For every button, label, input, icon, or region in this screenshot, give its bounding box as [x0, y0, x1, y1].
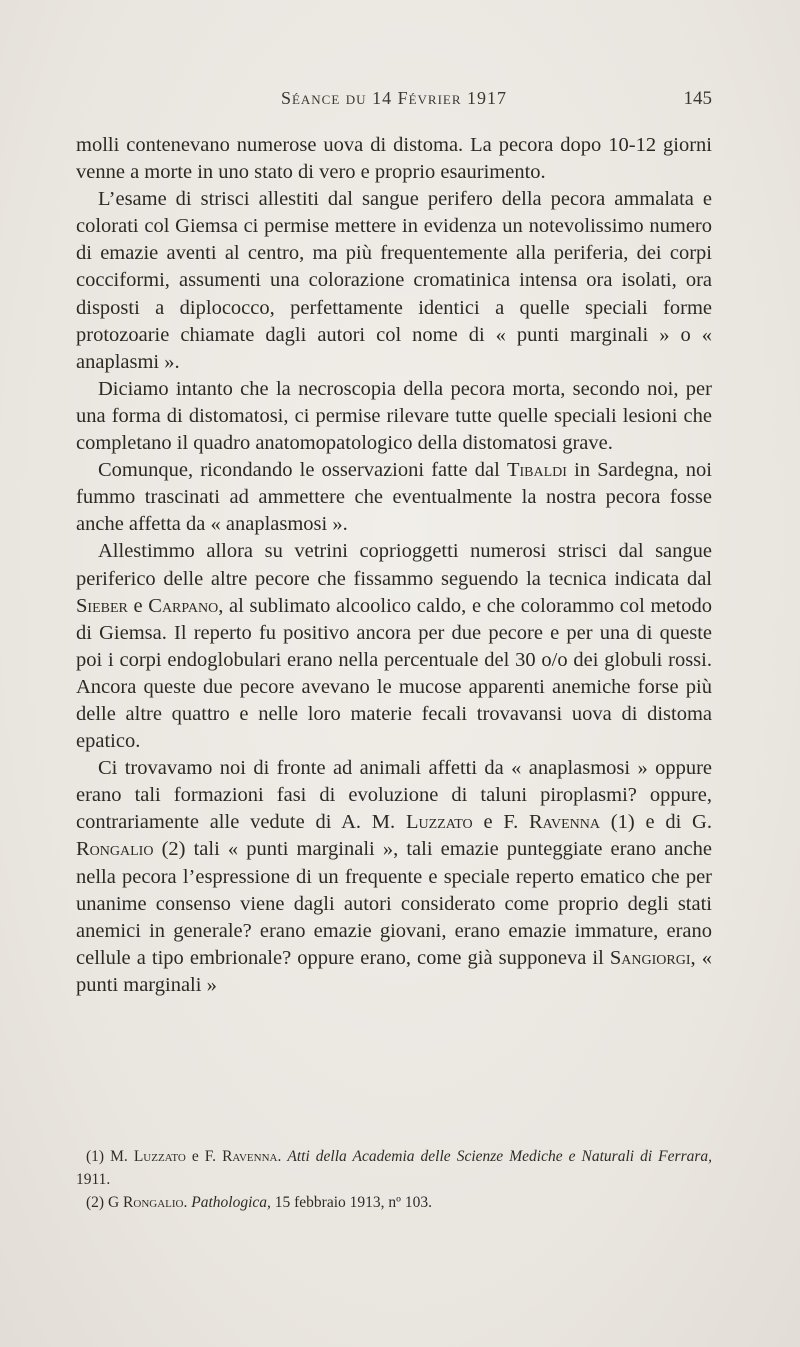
- footnote-1-author1: M.: [110, 1148, 134, 1165]
- footnote-1-author1-surname: Luzzato: [133, 1148, 186, 1165]
- footnote-2: [76, 1191, 712, 1214]
- paragraph-6-text-e: , « punti marginali »: [76, 946, 712, 996]
- footnote-1: [76, 1145, 712, 1191]
- paragraph-2: L’esame di strisci allestiti dal sangue perifero della pecora ammalata e colorati col Giemsa ci permise mettere in evidenza un notevolissimo numero di emazie aventi al centro, ma più frequentemente alla periferia, dei corpi cocciformi, assumenti una colorazione cromatinica intensa ora isolati, ora disposti a diplococco, perfettamente identici a quelle speciali forme protozoarie chiamate dagli autori col nome di « punti marginali » o « anaplasmi ».: [76, 188, 712, 373]
- paragraph-6-text-c: (1) e di G.: [599, 811, 712, 834]
- footnote-2-sep: .: [183, 1194, 192, 1211]
- paragraph-6-text-a: Ci trovavamo noi di fronte ad animali affetti da « anaplasmosi » oppure erano tali formazioni fasi di evoluzione di taluni piroplasmi? oppure, contrariamente alle vedute di A. M.: [76, 757, 712, 834]
- footnote-1-title: Atti della Academia delle Scienze Mediche e Naturali di Ferrara,: [287, 1148, 713, 1165]
- paragraph-5-text-b: e: [127, 594, 149, 617]
- footnote-1-sep: .: [277, 1148, 288, 1165]
- footnote-2-title: Pathologica,: [191, 1194, 271, 1211]
- paragraph-6-text-d: (2) tali « punti marginali », tali emazie punteggiate erano anche nella pecora l’espressione di un frequente e speciale reperto ematico che per unanime consenso viene dagli autori considerato come proprio degli stati anemici in generale? erano emazie giovani, erano emazie immature, erano cellule a tipo embrionale? oppure erano, come già supponeva il: [76, 838, 712, 969]
- footnote-1-year: 1911.: [76, 1171, 111, 1188]
- footnote-2-author: G: [107, 1194, 124, 1211]
- footnote-2-author-surname: Rongalio: [123, 1194, 184, 1211]
- footnote-1-author2-surname: Ravenna: [222, 1148, 278, 1165]
- running-head: [76, 88, 712, 112]
- footnote-1-mid: e F.: [185, 1148, 223, 1165]
- footnote-1-number: (1): [86, 1148, 111, 1165]
- author-name-sieber: Sieber: [76, 594, 128, 617]
- paragraph-6-text-b: e F.: [472, 811, 529, 834]
- author-name-tibaldi: Tibaldi: [507, 459, 567, 482]
- footnote-2-number: (2): [86, 1194, 108, 1211]
- paragraph-5-text-a: Allestimmo allora su vetrini coprioggetti numerosi strisci dal sangue periferico delle altre pecore che fissammo seguendo la tecnica indicata dal: [76, 540, 712, 590]
- paragraph-4-text-b: in Sardegna, noi fummo trascinati ad ammettere che eventualmente la nostra pecora fosse anche affetta da « anaplasmosi ».: [76, 459, 712, 536]
- footnotes: [76, 1145, 712, 1214]
- paragraph-1: molli contenevano numerose uova di distoma. La pecora dopo 10-12 giorni venne a morte in uno stato di vero e proprio esaurimento.: [76, 134, 712, 184]
- author-name-ravenna: Ravenna: [529, 811, 600, 834]
- paragraph-5-text-c: , al sublimato alcoolico caldo, e che colorammo col metodo di Giemsa. Il reperto fu positivo ancora per due pecore e per una di queste poi i corpi endoglobulari erano nella percentuale del 30 o/o dei globuli rossi. Ancora queste due pecore avevano le mucose apparenti anemiche forse più delle altre quattro e nelle loro materie fecali trovavansi uova di distoma epatico.: [76, 594, 712, 753]
- paragraph-6: [76, 755, 712, 999]
- footnote-2-rest: 15 febbraio 1913, nº 103.: [270, 1194, 432, 1211]
- author-name-sangiorgi: Sangiorgi: [609, 946, 691, 969]
- body-text: [76, 132, 712, 999]
- paragraph-5: [76, 538, 712, 755]
- paragraph-4-text-a: Comunque, ricondando le osservazioni fatte dal: [98, 459, 507, 482]
- author-name-luzzato: Luzzato: [405, 811, 473, 834]
- paragraph-4: [76, 457, 712, 538]
- page-number: 145: [683, 88, 712, 109]
- paragraph-3: Diciamo intanto che la necroscopia della pecora morta, secondo noi, per una forma di distomatosi, ci permise rilevare tutte quelle speciali lesioni che completano il quadro anatomopatologico della distomatosi grave.: [76, 377, 712, 455]
- author-name-carpano: Carpano: [148, 594, 219, 617]
- running-title: Séance du 14 Février 1917: [280, 88, 508, 108]
- author-name-rongalio: Rongalio: [76, 838, 154, 861]
